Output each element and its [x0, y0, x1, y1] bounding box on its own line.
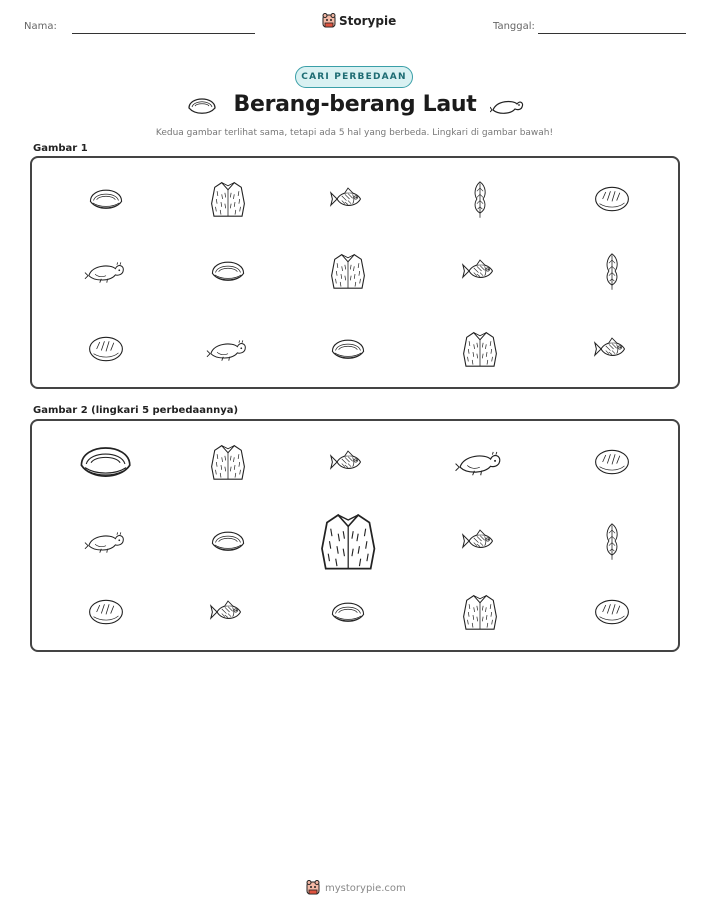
instructions: Kedua gambar terlihat sama, tetapi ada 5 hal yang berbeda. Lingkari di gambar bawah!: [155, 128, 554, 138]
date-label: Tanggal:: [493, 21, 535, 32]
picture-1-label: Gambar 1: [33, 143, 88, 154]
name-field[interactable]: [72, 33, 255, 34]
fur-coat-icon[interactable]: [196, 430, 260, 494]
otter-icon: [490, 94, 524, 122]
brand-logo: [322, 13, 396, 29]
kelp-icon[interactable]: [580, 509, 644, 573]
name-label: Nama:: [24, 21, 57, 32]
fur-coat-icon: [316, 239, 380, 303]
clam-icon[interactable]: [196, 509, 260, 573]
fish-icon[interactable]: [196, 580, 260, 644]
fur-coat-icon[interactable]: [297, 490, 399, 592]
fur-coat-icon: [448, 317, 512, 381]
rock-icon[interactable]: [74, 580, 138, 644]
picture-2-label: Gambar 2 (lingkari 5 perbedaannya): [33, 405, 239, 416]
activity-tag: CARI PERBEDAAN: [295, 66, 413, 88]
kelp-icon: [580, 239, 644, 303]
footer: [306, 880, 406, 896]
brand-name: Storypie: [339, 14, 397, 28]
date-field[interactable]: [538, 33, 686, 34]
fur-coat-icon: [196, 167, 260, 231]
footer-url: mystorypie.com: [325, 882, 406, 894]
storypie-mascot-icon: [322, 13, 336, 29]
rock-icon[interactable]: [580, 580, 644, 644]
otter-icon: [74, 239, 138, 303]
page-title: Berang-berang Laut: [233, 92, 477, 117]
clam-icon[interactable]: [56, 412, 155, 511]
rock-icon: [74, 317, 138, 381]
fish-icon: [448, 239, 512, 303]
clam-icon: [316, 317, 380, 381]
kelp-icon: [448, 167, 512, 231]
otter-icon[interactable]: [443, 425, 517, 499]
clam-icon[interactable]: [316, 580, 380, 644]
fish-icon[interactable]: [316, 430, 380, 494]
otter-icon: [196, 317, 260, 381]
fish-icon: [316, 167, 380, 231]
fish-icon[interactable]: [448, 509, 512, 573]
otter-icon[interactable]: [74, 509, 138, 573]
clam-icon: [196, 239, 260, 303]
rock-icon: [580, 167, 644, 231]
clam-icon: [74, 167, 138, 231]
fish-icon: [580, 317, 644, 381]
fur-coat-icon[interactable]: [448, 580, 512, 644]
storypie-mascot-icon: [306, 880, 320, 896]
rock-icon[interactable]: [580, 430, 644, 494]
